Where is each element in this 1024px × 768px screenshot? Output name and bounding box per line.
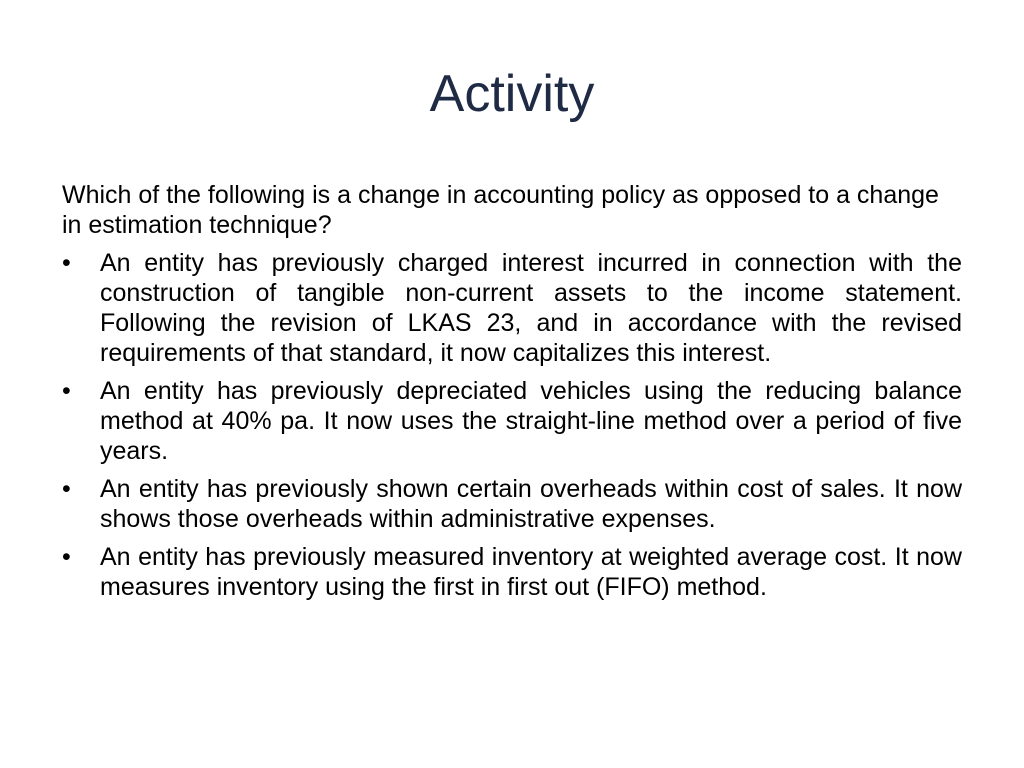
option-item-1 — [62, 248, 962, 368]
option-text-4: An entity has previously measured inventory at weighted average cost. It now measures inventory using the first in first out (FIFO) method. — [100, 543, 962, 601]
options-list — [62, 248, 962, 602]
slide-content — [62, 180, 962, 610]
question-text: Which of the following is a change in accounting policy as opposed to a change in estimation technique? — [62, 181, 939, 239]
slide-title: Activity — [429, 65, 595, 123]
bullet-icon: • — [62, 475, 71, 503]
option-text-1: An entity has previously charged interest incurred in connection with the construction of tangible non-current assets to the income statement. Following the revision of LKAS 23, and in accordance with the revised requirements of that standard, it now capitalizes this interest. — [100, 249, 962, 367]
option-item-2 — [62, 376, 962, 466]
option-item-4 — [62, 542, 962, 602]
option-text-3: An entity has previously shown certain overheads within cost of sales. It now shows those overheads within administrative expenses. — [100, 475, 962, 533]
bullet-icon: • — [62, 377, 71, 405]
bullet-icon: • — [62, 249, 71, 277]
bullet-icon: • — [62, 543, 71, 571]
option-text-2: An entity has previously depreciated vehicles using the reducing balance method at 40% pa. It now uses the straight-line method over a period of five years. — [100, 377, 962, 465]
option-item-3 — [62, 474, 962, 534]
